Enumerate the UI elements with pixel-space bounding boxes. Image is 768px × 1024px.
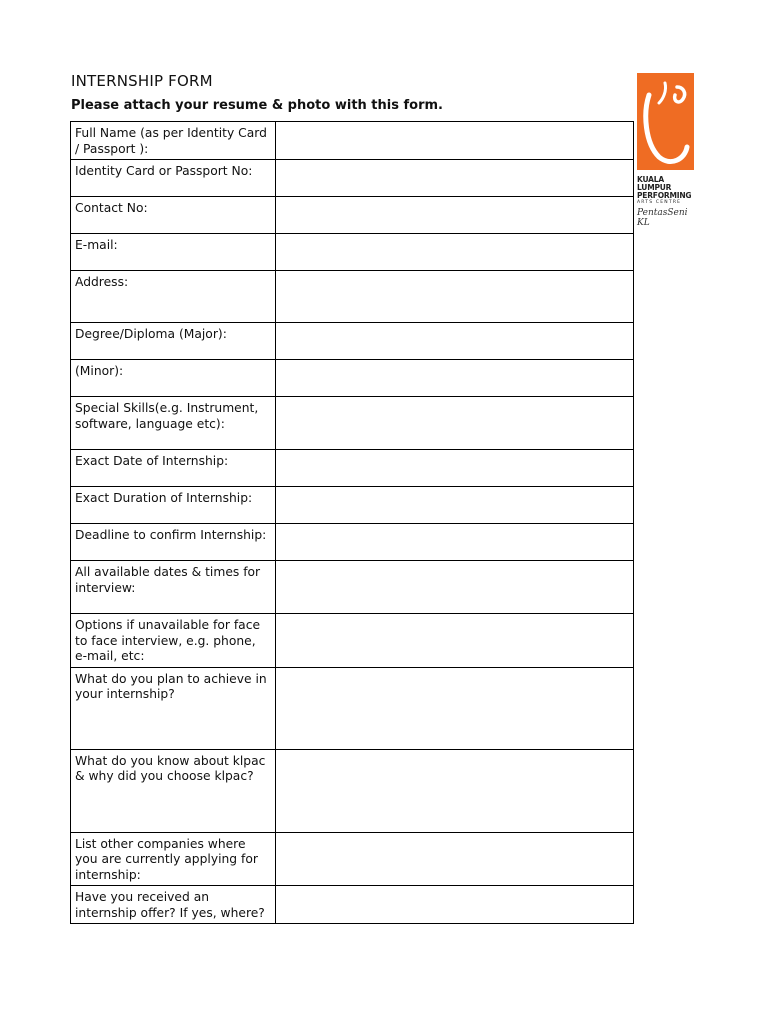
field-input-id-number[interactable] [276, 160, 634, 197]
form-row [71, 397, 634, 450]
form-instruction: Please attach your resume & photo with this form. [71, 98, 443, 113]
field-label: Have you received an internship offer? If yes, where? [71, 886, 276, 924]
form-row [71, 323, 634, 360]
field-label: Full Name (as per Identity Card / Passport ): [71, 122, 276, 160]
field-input-internship-offer[interactable] [276, 886, 634, 924]
field-input-deadline[interactable] [276, 524, 634, 561]
form-row [71, 524, 634, 561]
form-row [71, 450, 634, 487]
form-title: INTERNSHIP FORM [71, 72, 213, 90]
field-input-full-name[interactable] [276, 122, 634, 160]
form-row [71, 886, 634, 924]
field-input-internship-goals[interactable] [276, 667, 634, 749]
field-input-email[interactable] [276, 234, 634, 271]
field-label: (Minor): [71, 360, 276, 397]
field-label: Identity Card or Passport No: [71, 160, 276, 197]
form-row [71, 614, 634, 668]
field-label: Exact Duration of Internship: [71, 487, 276, 524]
field-label: List other companies where you are currently applying for internship: [71, 832, 276, 886]
field-input-special-skills[interactable] [276, 397, 634, 450]
field-label: Degree/Diploma (Major): [71, 323, 276, 360]
klpac-logo [637, 73, 694, 228]
internship-form-table [70, 121, 634, 924]
field-input-internship-duration[interactable] [276, 487, 634, 524]
field-input-major[interactable] [276, 323, 634, 360]
form-row [71, 160, 634, 197]
form-row [71, 122, 634, 160]
field-input-address[interactable] [276, 271, 634, 323]
field-label: All available dates & times for interview: [71, 561, 276, 614]
field-label: Special Skills(e.g. Instrument, software, language etc): [71, 397, 276, 450]
form-row [71, 561, 634, 614]
logo-text [637, 176, 694, 206]
logo-line-3: ARTS CENTRE [637, 200, 682, 205]
field-input-why-klpac[interactable] [276, 749, 634, 832]
field-label: Address: [71, 271, 276, 323]
form-row [71, 667, 634, 749]
logo-mark [637, 73, 694, 170]
field-label: What do you plan to achieve in your internship? [71, 667, 276, 749]
field-input-contact[interactable] [276, 197, 634, 234]
field-label: Deadline to confirm Internship: [71, 524, 276, 561]
field-label: Contact No: [71, 197, 276, 234]
field-label: Options if unavailable for face to face interview, e.g. phone, e-mail, etc: [71, 614, 276, 668]
logo-script: PentasSeni KL [637, 208, 688, 228]
field-label: E-mail: [71, 234, 276, 271]
logo-line-1: KUALA LUMPUR [637, 175, 672, 192]
field-input-interview-dates[interactable] [276, 561, 634, 614]
form-row [71, 360, 634, 397]
field-input-other-companies[interactable] [276, 832, 634, 886]
form-row [71, 234, 634, 271]
field-input-minor[interactable] [276, 360, 634, 397]
field-input-internship-date[interactable] [276, 450, 634, 487]
logo-line-2: PERFORMING [637, 191, 692, 200]
field-label: Exact Date of Internship: [71, 450, 276, 487]
form-row [71, 832, 634, 886]
field-input-interview-options[interactable] [276, 614, 634, 668]
form-row [71, 197, 634, 234]
field-label: What do you know about klpac & why did you choose klpac? [71, 749, 276, 832]
form-row [71, 749, 634, 832]
form-row [71, 487, 634, 524]
form-row [71, 271, 634, 323]
